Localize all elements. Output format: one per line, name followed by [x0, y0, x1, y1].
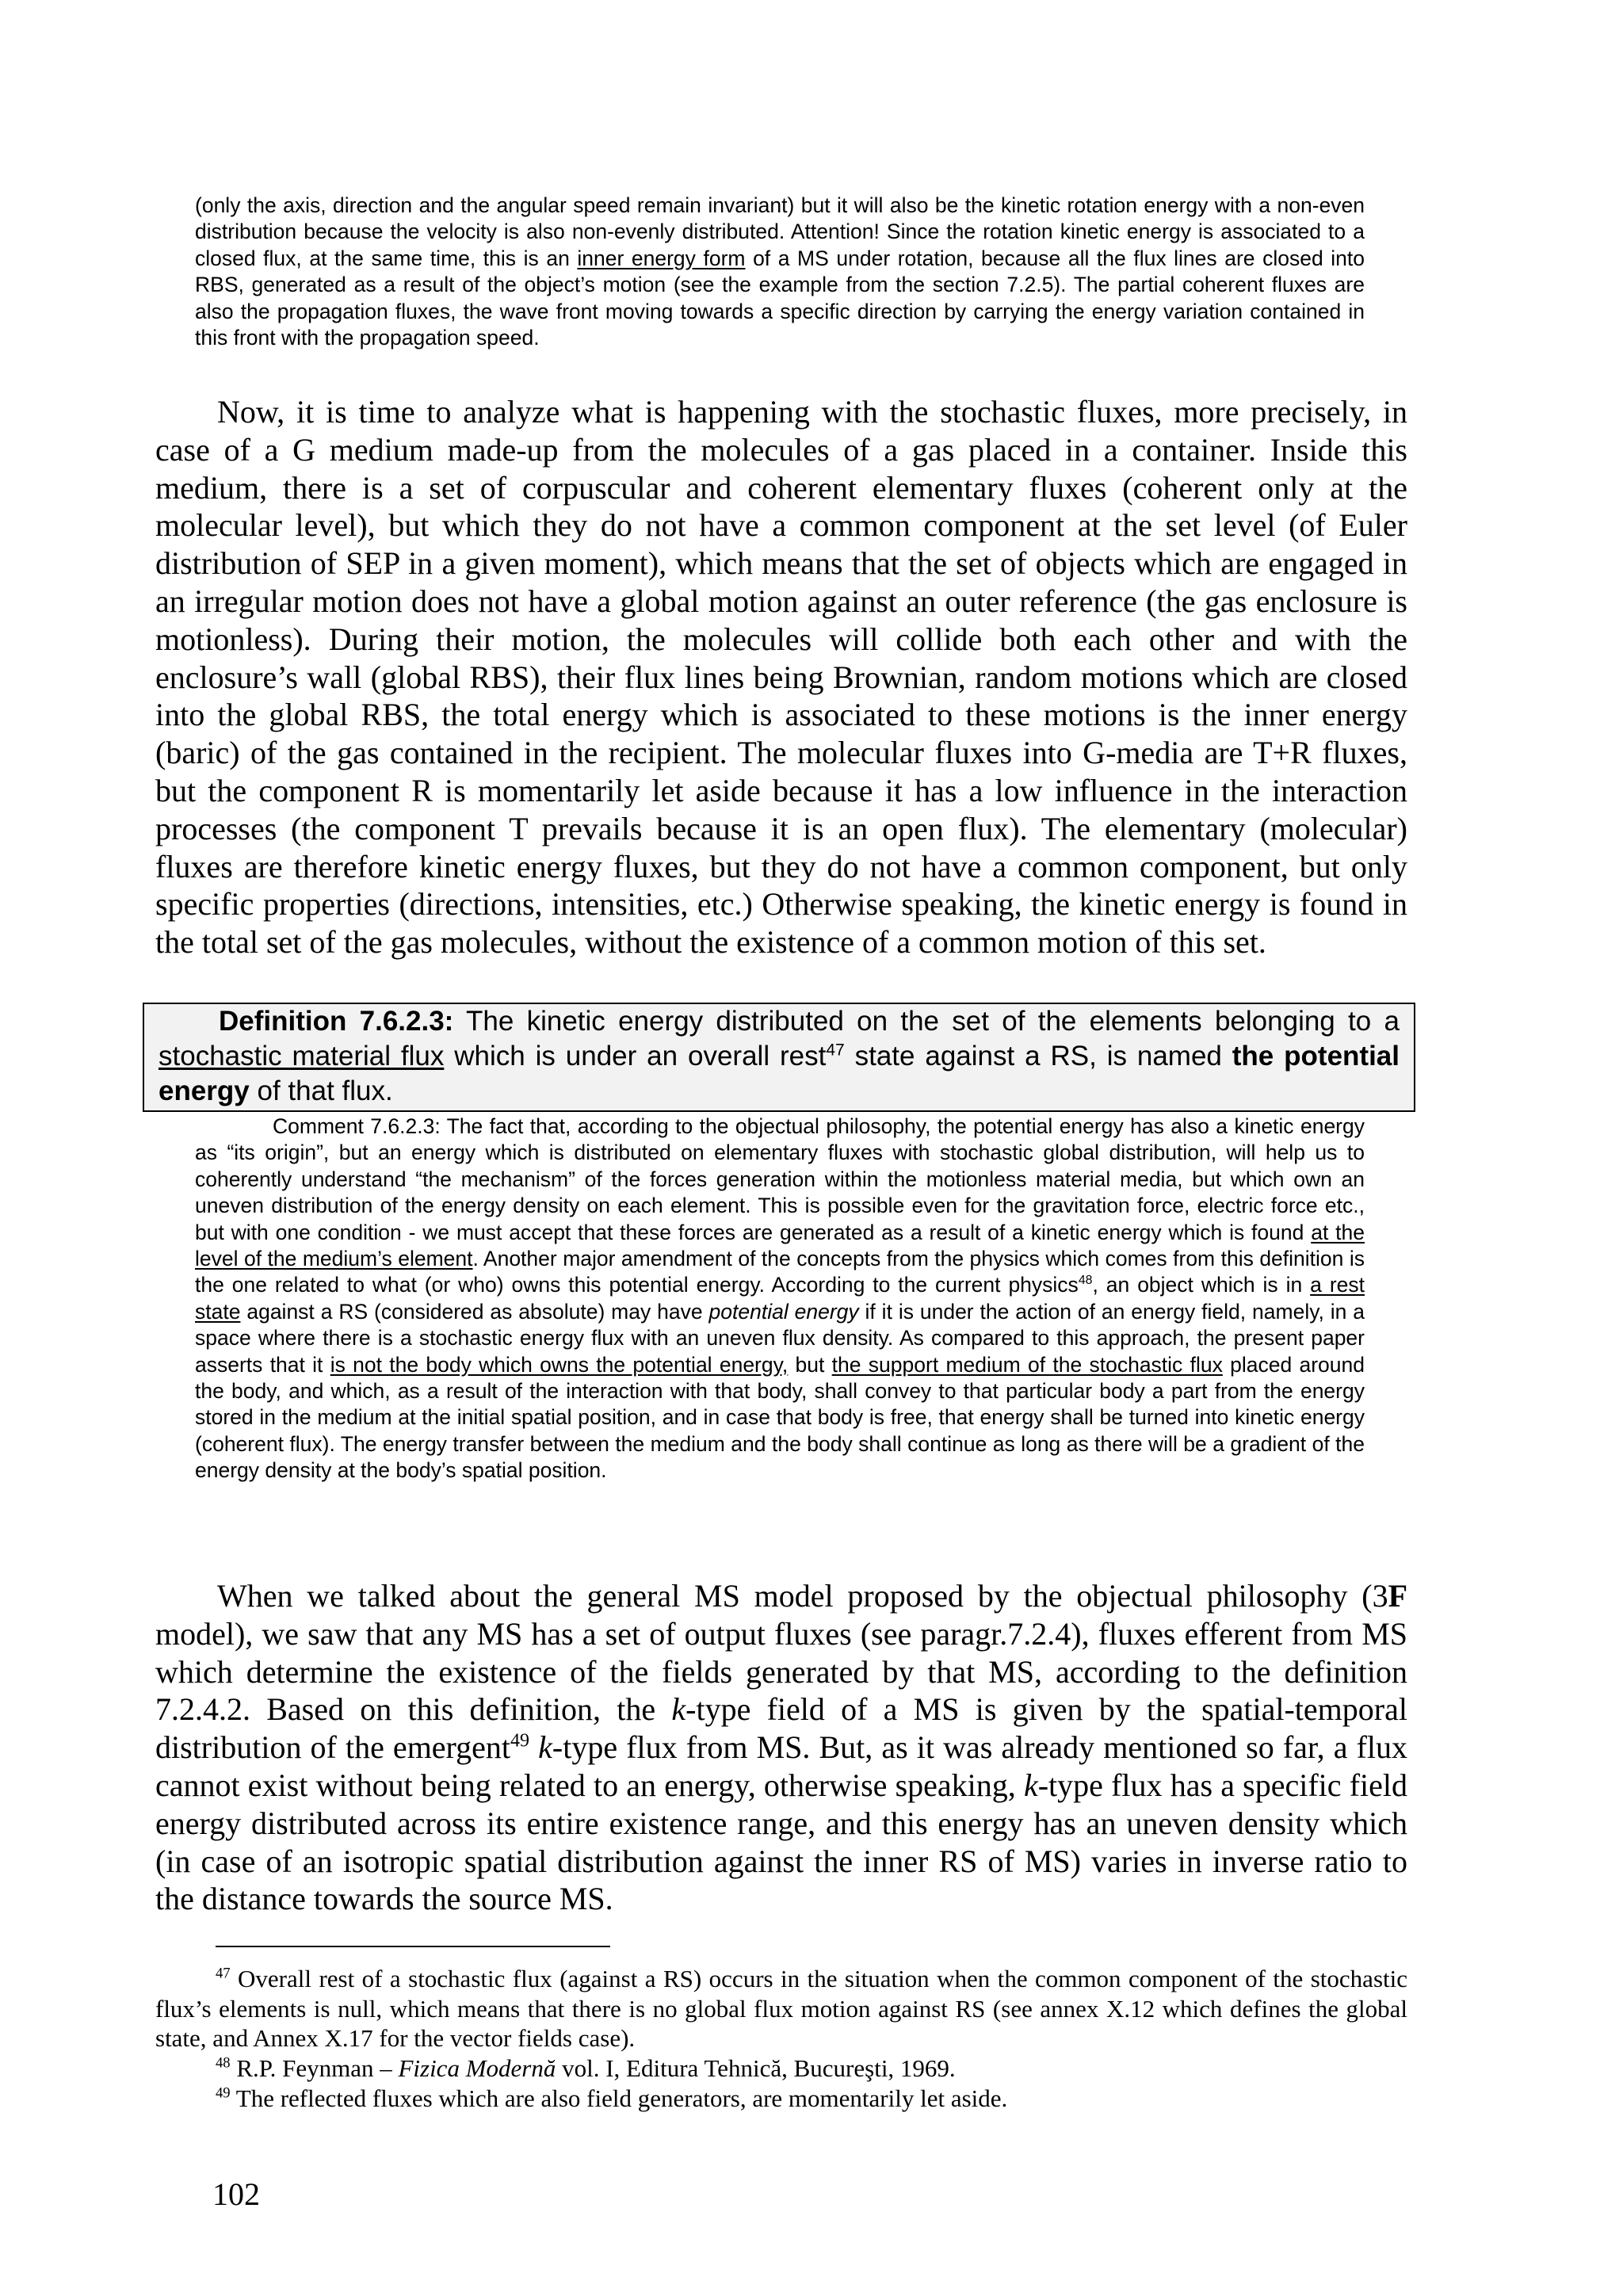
underlined-support-medium: the support medium of the stochastic flux	[831, 1352, 1223, 1377]
paragraph-rotation-energy: (only the axis, direction and the angular speed remain invariant) but it will also be the kinetic rotation energy with a non-even distribution because the velocity is also non-evenly distributed. Attention! Since the rotation kinetic energy is associated to a closed flux, at the same time, this is an inner energy form of a MS under rotation, because all the flux lines are closed into RBS, generated as a result of the object’s motion (see the example from the section 7.2.5). The partial coherent fluxes are also the propagation fluxes, the wave front moving towards a specific direction by carrying the energy variation contained in this front with the propagation speed.	[195, 193, 1365, 350]
bold-the-potential-energy: the potential energy	[158, 1041, 1400, 1106]
footnote-49: $^{49}$ The reflected fluxes which are also field generators, are momentarily let aside.	[216, 2084, 1008, 2112]
footnote-47: $^{47}$ Overall rest of a stochastic flux (against a RS) occurs in the situation when the common component of the stochastic flux’s elements is null, which means that there is no global flux motion against RS (see annex X.12 which defines the global state, and Annex X.17 for the vector fields case).	[155, 1965, 1407, 2052]
footnote-ref-49: 49	[510, 1730, 530, 1752]
definition-box	[143, 1003, 1415, 1112]
underlined-medium-element: at the level of the medium’s element	[195, 1220, 1365, 1271]
paragraph-ms-model: When we talked about the general MS model proposed by the objectual philosophy (3F model), we saw that any MS has a set of output fluxes (see paragr.7.2.4), fluxes efferent from MS which determine the existence of the fields generated by that MS, according to the definition 7.2.4.2. Based on this definition, the k-type field of a MS is given by the spatial-temporal distribution of the emergent$^{49}$ k-type flux from MS. But, as it was already mentioned so far, a flux cannot exist without being related to an energy, otherwise speaking, k-type flux has a specific field energy distributed across its entire existence range, and this energy has an uneven density which (in case of an isotropic spatial distribution against the inner RS of MS) varies in inverse ratio to the distance towards the source MS.	[155, 1578, 1408, 1917]
italic-potential-energy: potential energy	[708, 1299, 859, 1324]
underlined-not-the-body: is not the body which owns the potential energy,	[330, 1352, 789, 1377]
comment-7-6-2-3: Comment 7.6.2.3: The fact that, according to the objectual philosophy, the potential energy has also a kinetic energy as “its origin”, but an energy which is distributed on elementary fluxes with stochastic global distribution, will help us to coherently understand “the mechanism” of the forces generation within the motionless material media, but which own an uneven distribution of the energy density on each element. This is possible even for the gravitation force, electric force etc., but with one condition - we must accept that these forces are generated as a result of a kinetic energy which is found at the level of the medium’s element. Another major amendment of the concepts from the physics which comes from this definition is the one related to what (or who) owns this potential energy. According to the current physics$^{48}$, an object which is in a rest state against a RS (considered as absolute) may have potential energy if it is under the action of an energy field, namely, in a space where there is a stochastic energy flux with an uneven flux density. As compared to this approach, the present paper asserts that it is not the body which owns the potential energy, but the support medium of the stochastic flux placed around the body, and which, as a result of the interaction with that body, shall convey to that particular body a part from the energy stored in the medium at the initial spatial position, and in case that body is free, that energy shall be turned into kinetic energy (coherent flux). The energy transfer between the medium and the body shall continue as long as there will be a gradient of the energy density at the body’s spatial position.	[195, 1114, 1365, 1483]
footnote-ref-47: 47	[826, 1041, 845, 1060]
underlined-stochastic-material-flux: stochastic material flux	[158, 1041, 445, 1072]
underlined-rest-state: a rest state	[195, 1273, 1365, 1324]
underlined-inner-energy-form: inner energy form	[577, 246, 746, 270]
paragraph-stochastic-fluxes: Now, it is time to analyze what is happening with the stochastic fluxes, more precisely, in case of a G medium made-up from the molecules of a gas placed in a container. Inside this medium, there is a set of corpuscular and coherent elementary fluxes (coherent only at the molecular level), but which they do not have a common component at the set level (of Euler distribution of SEP in a given moment), which means that the set of objects which are engaged in an irregular motion does not have a global motion against an outer reference (the gas enclosure is motionless). During their motion, the molecules will collide both each other and with the enclosure’s wall (global RBS), their flux lines being Brownian, random motions which are closed into the global RBS, the total energy which is associated to these motions is the inner energy (baric) of the gas contained in the recipient. The molecular fluxes into G-media are T+R fluxes, but the component R is momentarily let aside because it has a low influence in the interaction processes (the component T prevails because it is an open flux). The elementary (molecular) fluxes are therefore kinetic energy fluxes, but they do not have a common component, but only specific properties (directions, intensities, etc.) Otherwise speaking, the kinetic energy is found in the total set of the gas molecules, without the existence of a common motion of this set.	[155, 394, 1407, 961]
definition-7-6-2-3: Definition 7.6.2.3: The kinetic energy distributed on the set of the elements belonging to a stochastic material flux which is under an overall rest$^{47}$ state against a RS, is named the potential energy of that flux.	[158, 1006, 1400, 1106]
definition-label: Definition 7.6.2.3:	[219, 1006, 454, 1037]
footnote-ref-48: 48	[1078, 1274, 1093, 1288]
footnote-separator	[216, 1946, 610, 1947]
page-number: 102	[212, 2176, 260, 2212]
footnote-48: $^{48}$ R.P. Feynman – Fizica Modernă vol. I, Editura Tehnică, Bucureşti, 1969.	[216, 2054, 956, 2082]
